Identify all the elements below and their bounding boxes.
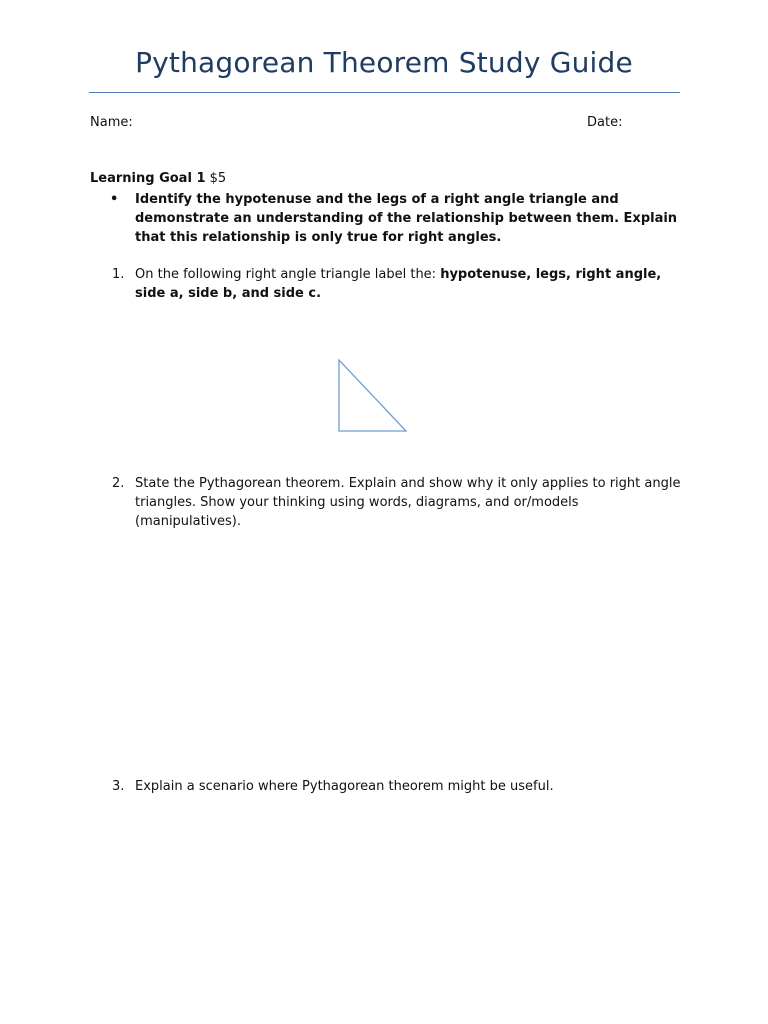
question-1-plain-text: On the following right angle triangle label the: bbox=[135, 267, 441, 282]
learning-goal-title: Learning Goal 1 bbox=[90, 171, 206, 186]
question-3-text: Explain a scenario where Pythagorean theorem might be useful. bbox=[135, 779, 554, 794]
learning-goal-suffix: $5 bbox=[205, 171, 227, 186]
right-triangle-shape bbox=[339, 360, 406, 431]
learning-goal-heading bbox=[90, 171, 226, 186]
page-title: Pythagorean Theorem Study Guide bbox=[135, 46, 633, 79]
question-1-number: 1. bbox=[112, 267, 125, 282]
date-label: Date: bbox=[587, 115, 623, 130]
bullet-icon: • bbox=[110, 192, 119, 207]
learning-goal-bullet-text: Identify the hypotenuse and the legs of a right angle triangle and demonstrate an understanding of the relationship between them. Explain that this relationship is only true for right angles. bbox=[135, 192, 678, 245]
question-2-number: 2. bbox=[112, 476, 125, 491]
name-label: Name: bbox=[90, 115, 133, 130]
question-2-text: State the Pythagorean theorem. Explain and show why it only applies to right angle triangles. Show your thinking using words, diagrams, and or/models (manipulatives). bbox=[135, 476, 681, 529]
question-1-text bbox=[135, 265, 685, 303]
question-1-bold-text: hypotenuse, legs, right angle, side a, side b, and side c. bbox=[135, 267, 662, 301]
right-triangle-diagram bbox=[334, 356, 412, 436]
title-underline bbox=[89, 92, 680, 93]
question-3-number: 3. bbox=[112, 779, 125, 794]
